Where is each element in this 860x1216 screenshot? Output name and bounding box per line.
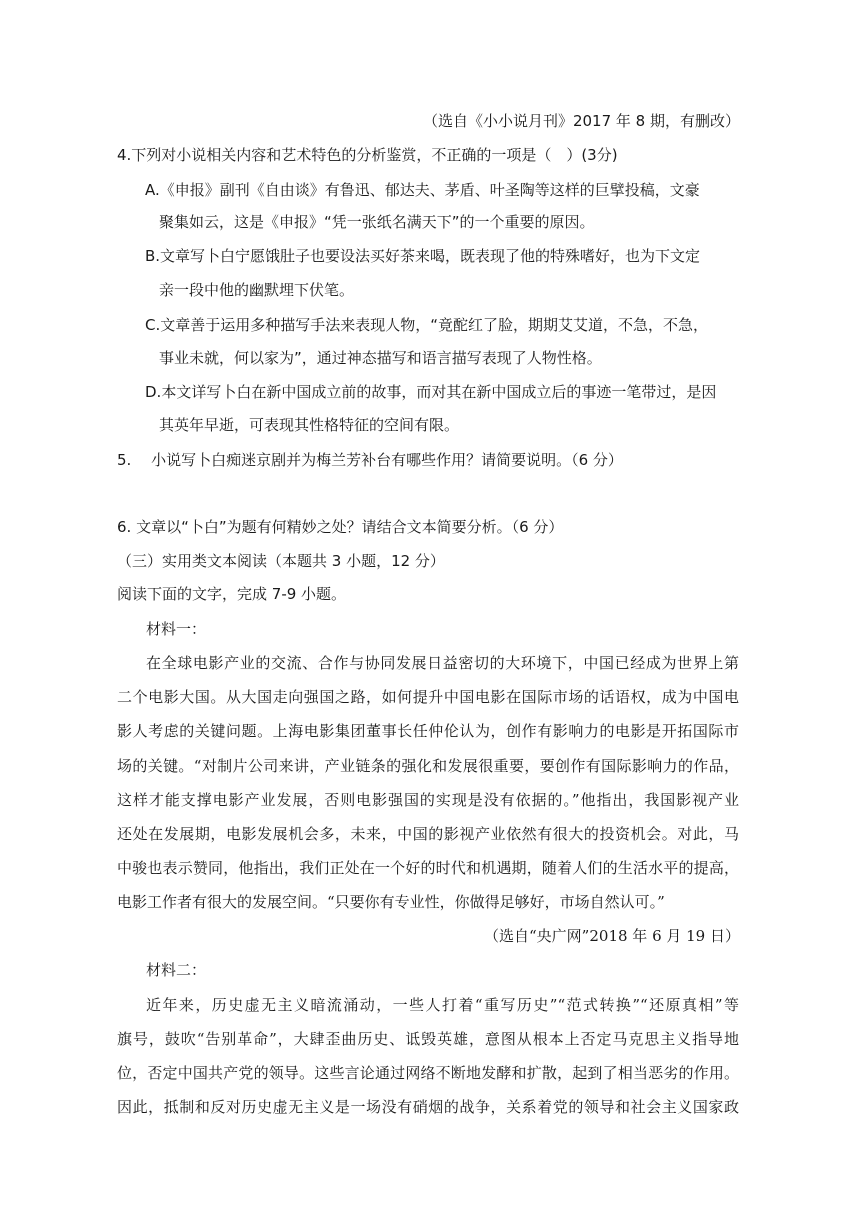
material-2-line: 因此，抵制和反对历史虚无主义是一场没有硝烟的战争，关系着党的领导和社会主义国家政 <box>117 1098 739 1116</box>
material-1-line: 中骏也表示赞同，他指出，我们正处在一个好的时代和机遇期，随着人们的生活水平的提高， <box>117 859 739 877</box>
material-1-line: 在全球电影产业的交流、合作与协同发展日益密切的大环境下，中国已经成为世界上第 <box>146 654 739 672</box>
section-3-title: （三）实用类文本阅读（本题共 3 小题，12 分） <box>117 552 445 570</box>
material-1-line: 影人考虑的关键问题。上海电影集团董事长任仲伦认为，创作有影响力的电影是开拓国际市 <box>117 722 739 740</box>
material-1-line: 这样才能支撑电影产业发展，否则电影强国的实现是没有依据的。”他指出，我国影视产业 <box>117 791 739 809</box>
material-1-source: （选自“央广网”2018 年 6 月 19 日） <box>484 927 740 945</box>
material-2-line: 位，否定中国共产党的领导。这些言论通过网络不断地发酵和扩散，起到了相当恶劣的作用。 <box>117 1064 739 1082</box>
question-4-option-c-line-2: 事业未就，何以家为”，通过神态描写和语言描写表现了人物性格。 <box>159 349 602 367</box>
question-4-option-d-line-1: D.本文详写卜白在新中国成立前的故事，而对其在新中国成立后的事迹一笔带过，是因 <box>145 383 717 401</box>
question-4-option-a-line-2: 聚集如云，这是《申报》“凭一张纸名满天下”的一个重要的原因。 <box>159 213 595 231</box>
question-4-option-b-line-1: B.文章写卜白宁愿饿肚子也要设法买好茶来喝，既表现了他的特殊嗜好，也为下文定 <box>145 247 701 265</box>
question-4-option-d-line-2: 其英年早逝，可表现其性格特征的空间有限。 <box>159 416 460 434</box>
question-4-option-b-line-2: 亲一段中他的幽默埋下伏笔。 <box>159 281 355 299</box>
material-1-line: 场的关键。“对制片公司来讲，产业链条的强化和发展很重要，要创作有国际影响力的作品， <box>117 757 739 775</box>
material-2-line: 近年来，历史虚无主义暗流涌动，一些人打着“重写历史”“范式转换”“还原真相”等 <box>146 996 739 1014</box>
material-1-label: 材料一： <box>146 620 207 638</box>
material-1-line: 电影工作者有很大的发展空间。“只要你有专业性，你做得足够好，市场自然认可。” <box>117 893 665 911</box>
material-2-line: 旗号，鼓吹“告别革命”，大肆歪曲历史、诋毁英雄，意图从根本上否定马克思主义指导地 <box>117 1030 739 1048</box>
section-3-instruction: 阅读下面的文字，完成 7-9 小题。 <box>117 585 347 603</box>
source-line-1: （选自《小小说月刊》2017 年 8 期，有删改） <box>422 112 740 130</box>
question-4-option-a-line-1: A.《申报》副刊《自由谈》有鲁迅、郁达夫、茅盾、叶圣陶等这样的巨擘投稿，文豪 <box>145 181 700 199</box>
material-1-line: 二个电影大国。从大国走向强国之路，如何提升中国电影在国际市场的话语权，成为中国电 <box>117 688 739 706</box>
question-6: 6. 文章以“卜白”为题有何精妙之处？请结合文本简要分析。（6 分） <box>117 518 564 536</box>
question-4-stem: 4.下列对小说相关内容和艺术特色的分析鉴赏，不正确的一项是（ ）(3分) <box>117 146 618 164</box>
material-2-label: 材料二： <box>146 961 207 979</box>
material-1-line: 还处在发展期，电影发展机会多，未来，中国的影视产业依然有很大的投资机会。对此，马 <box>117 825 739 843</box>
question-5: 5. 小说写卜白痴迷京剧并为梅兰芳补台有哪些作用？请简要说明。（6 分） <box>117 451 623 469</box>
question-4-option-c-line-1: C.文章善于运用多种描写手法来表现人物，“竟酡红了脸，期期艾艾道，不急，不急， <box>145 316 709 334</box>
